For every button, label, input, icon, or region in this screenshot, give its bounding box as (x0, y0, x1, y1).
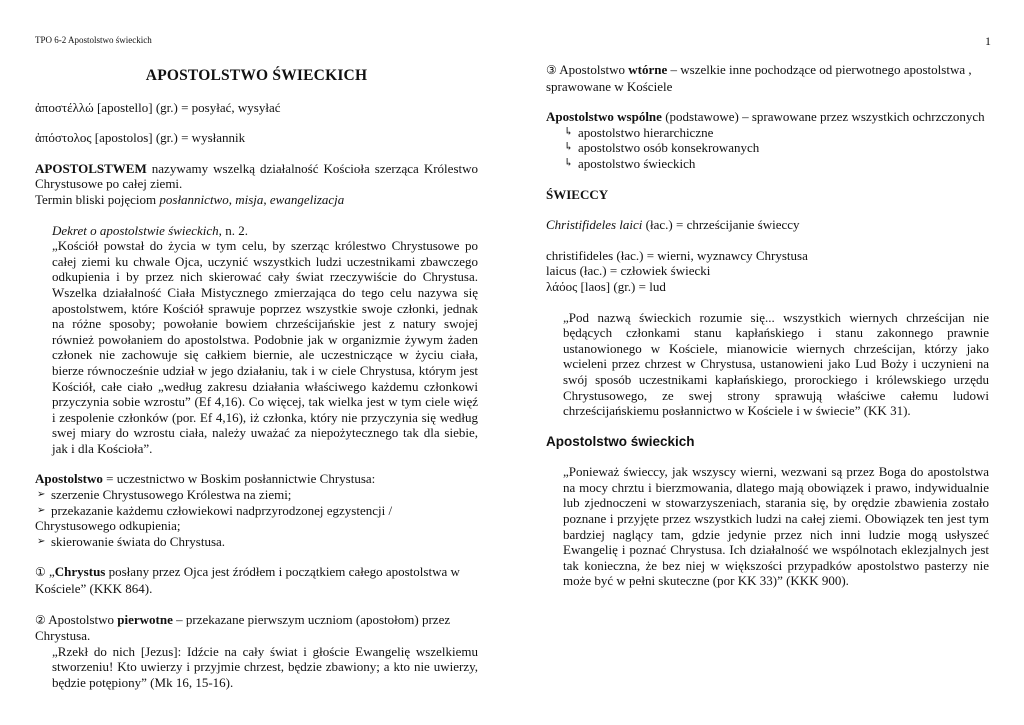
list-item-text: Chrystusowego odkupienia; (35, 518, 181, 534)
term-separator: , (228, 191, 236, 207)
document-title: APOSTOLSTWO ŚWIECKICH (145, 67, 368, 84)
list-item-text: szerzenie Chrystusowego Królestwa na ziemi; (51, 487, 292, 503)
etymology-apostolos: ἀπόστολος [apostolos] (gr.) = wysłannik (35, 130, 246, 146)
right-column (546, 62, 989, 589)
point-two-text: – przekazane pierwszym uczniom (apostołom) przez Chrystusa. (35, 611, 451, 644)
section-heading-apostolate-laity: Apostolstwo świeckich (546, 433, 695, 449)
list-item-text: apostolstwo osób konsekrowanych (578, 140, 760, 156)
point-three (546, 62, 989, 94)
page-number: 1 (985, 34, 991, 48)
apostolate-term: Apostolstwo (35, 471, 103, 487)
list-item (35, 534, 478, 550)
point-two-prefix: Apostolstwo (45, 611, 118, 627)
list-item-text: przekazanie każdemu człowiekowi nadprzyrodzonej egzystencji / (51, 502, 393, 518)
list-item (564, 156, 989, 172)
point-one-term: Chrystus (54, 564, 106, 580)
circled-three-icon: ③ (546, 63, 557, 77)
apostolate-types-list (564, 125, 989, 172)
lumen-gentium-quote: „Pod nazwą świeckich rozumie się... wszystkich wiernych chrześcijan nie będących członkami stanu kapłańskiego i stanu zakonnego prawnie ustanowionego w Kościele, mianowicie wiernych chrześcijan, którzy jako wcieleni przez chrzest w Chrystusa, ustanowieni jako Lud Boży i uczynieni na swój sposób uczestnikami kapłańskiego, prorockiego i królewskiego urzędu Chrystusowego, ze swej strony sprawują właściwe całemu ludowi chrześcijańskiemu posłannictwo w Kościele i w świecie” (KK 31). (563, 309, 989, 419)
circled-two-icon: ② (35, 612, 46, 627)
definition-christifideles: christifideles (łac.) = wierni, wyznawcy Chrystusa (546, 247, 808, 263)
point-two (35, 612, 478, 644)
term-poslannictwo: posłannictwo (159, 191, 229, 207)
mark-quote: „Rzekł do nich [Jezus]: Idźcie na cały świat i głoście Ewangelię wszelkiemu stworzeniu! Kto uwierzy i przyjmie chrzest, będzie zbawiony; a kto nie uwierzy, będzie potępiony” (Mk 16, 15-16). (52, 643, 478, 690)
running-header: TPO 6-2 Apostolstwo świeckich (35, 35, 152, 45)
catechism-quote: „Ponieważ świeccy, jak wszyscy wierni, wezwani są przez Boga do apostolstwa na mocy chrztu i bierzmowania, dlatego mają obowiązek i prawo, indywidualnie lub zjednoczeni w stowarzyszeniach, starania się, by orędzie zbawienia zostało poznane i przyjęte przez wszystkich ludzi na całej ziemi. Obowiązek ten jest tym bardziej naglący tam, gdzie jedynie przez nich inni ludzie mogą usłyszeć Ewangelię i poznać Chrystusa. Ich działalność we wspólnotach eklezjalnych jest tak konieczna, że bez niej w większości przypadków apostolstwo pasterzy nie może być w pełni skuteczne (por KK 33)” (KKK 900). (563, 464, 989, 589)
common-apostolate-text: (podstawowe) – sprawowane przez wszystkich ochrzczonych (661, 109, 985, 125)
point-three-text: – wszelkie inne pochodzące od pierwotnego apostolstwa , sprawowane w Kościele (546, 62, 972, 94)
list-item-text: apostolstwo hierarchiczne (578, 124, 714, 140)
christifideles-definition (546, 217, 989, 233)
list-item (564, 140, 989, 156)
term-ewangelizacja: ewangelizacja (269, 191, 345, 207)
point-three-term: wtórne (628, 62, 668, 77)
hook-arrow-icon: ↳ (564, 141, 574, 154)
term-misja: misja (235, 191, 264, 207)
point-one (35, 564, 478, 596)
list-item-text: apostolstwo świeckich (578, 155, 696, 171)
christifideles-term: Christifideles laici (546, 217, 643, 233)
point-two-term: pierwotne (117, 611, 173, 627)
list-item (564, 125, 989, 141)
arrow-bullet-icon: ➢ (37, 504, 46, 516)
arrow-bullet-icon: ➢ (37, 535, 46, 547)
term-separator: , (263, 191, 270, 207)
list-item-text: skierowanie świata do Chrystusa. (51, 533, 226, 549)
arrow-bullet-icon: ➢ (37, 489, 46, 501)
list-item (35, 487, 478, 503)
christifideles-text: (łac.) = chrześcijanie świeccy (642, 217, 800, 233)
apostolate-bullet-list (35, 487, 478, 549)
circled-one-icon: ① (35, 565, 46, 580)
decree-title: Dekret o apostolstwie świeckich, (52, 222, 222, 238)
decree-number: n. 2. (221, 222, 248, 238)
list-item (35, 503, 478, 519)
apostolate-meaning-text: = uczestnictwo w Boskim posłannictwie Chrystusa: (102, 471, 376, 487)
left-column (35, 62, 478, 691)
apostolate-meaning (35, 471, 478, 487)
decree-quote: „Kościół powstał do życia w tym celu, by szerząc królestwo Chrystusowe po całej ziemi ku chwale Ojca, uczynić wszystkich ludzi uczestnikami zbawczego odkupienia i by przez nich skierować cały świat rzeczywiście do Chrystusa. Wszelka działalność Ciała Mistycznego zmierzająca do tego celu nazywa się apostolstwem, które Kościół sprawuje poprzez wszystkie swoje członki, jednak na różne sposoby; powołanie bowiem chrześcijańskie jest z natury swojej również powołaniem do apostolstwa. Podobnie jak w organizmie żywym żaden członek nie zachowuje się całkiem biernie, ale uczestniczące w życiu ciała, bierze równocześnie udział w jego działaniu, tak i w ciele Chrystusa, którym jest Kościół, całe ciało „według zakresu działania właściwego każdemu członkowi przyczynia sobie wzrostu” (Ef 4,16). Co więcej, tak wielka jest w tym ciele więź i zespolenie członków (por. Ef 4,16), iż członka, który nie przyczynia się według swej miary do wzrostu ciała, należy uważać za niepożytecznego tak dla siebie, jak i dla Kościoła”. (52, 238, 478, 456)
point-three-prefix: Apostolstwo (556, 62, 629, 77)
point-one-text: posłany przez Ojca jest źródłem i początkiem całego apostolstwa w Kościele” (KKK 864). (35, 564, 460, 597)
decree-reference (52, 223, 478, 239)
related-terms (35, 192, 478, 208)
definition-laicus: laicus (łac.) = człowiek świecki (546, 263, 711, 279)
definition-laos: λάόος [laos] (gr.) = lud (546, 278, 666, 294)
section-heading-swieccy: ŚWIECCY (546, 186, 609, 202)
related-terms-prefix: Termin bliski pojęciom (35, 191, 160, 207)
apostolate-definition (35, 161, 478, 192)
definition-term: APOSTOLSTWEM (35, 160, 147, 176)
common-apostolate-term: Apostolstwo wspólne (546, 109, 662, 125)
hook-arrow-icon: ↳ (564, 156, 574, 169)
definition-text: nazywamy wszelką działalność Kościoła szerząca Królestwo Chrystusowe po całej ziemi. (35, 160, 478, 192)
list-item-continuation (35, 518, 478, 534)
hook-arrow-icon: ↳ (564, 125, 574, 138)
common-apostolate (546, 109, 989, 125)
etymology-apostello: ἀποστέλλώ [apostello] (gr.) = posyłać, wysyłać (35, 99, 281, 115)
point-one-quote-mark: „ (45, 564, 55, 580)
